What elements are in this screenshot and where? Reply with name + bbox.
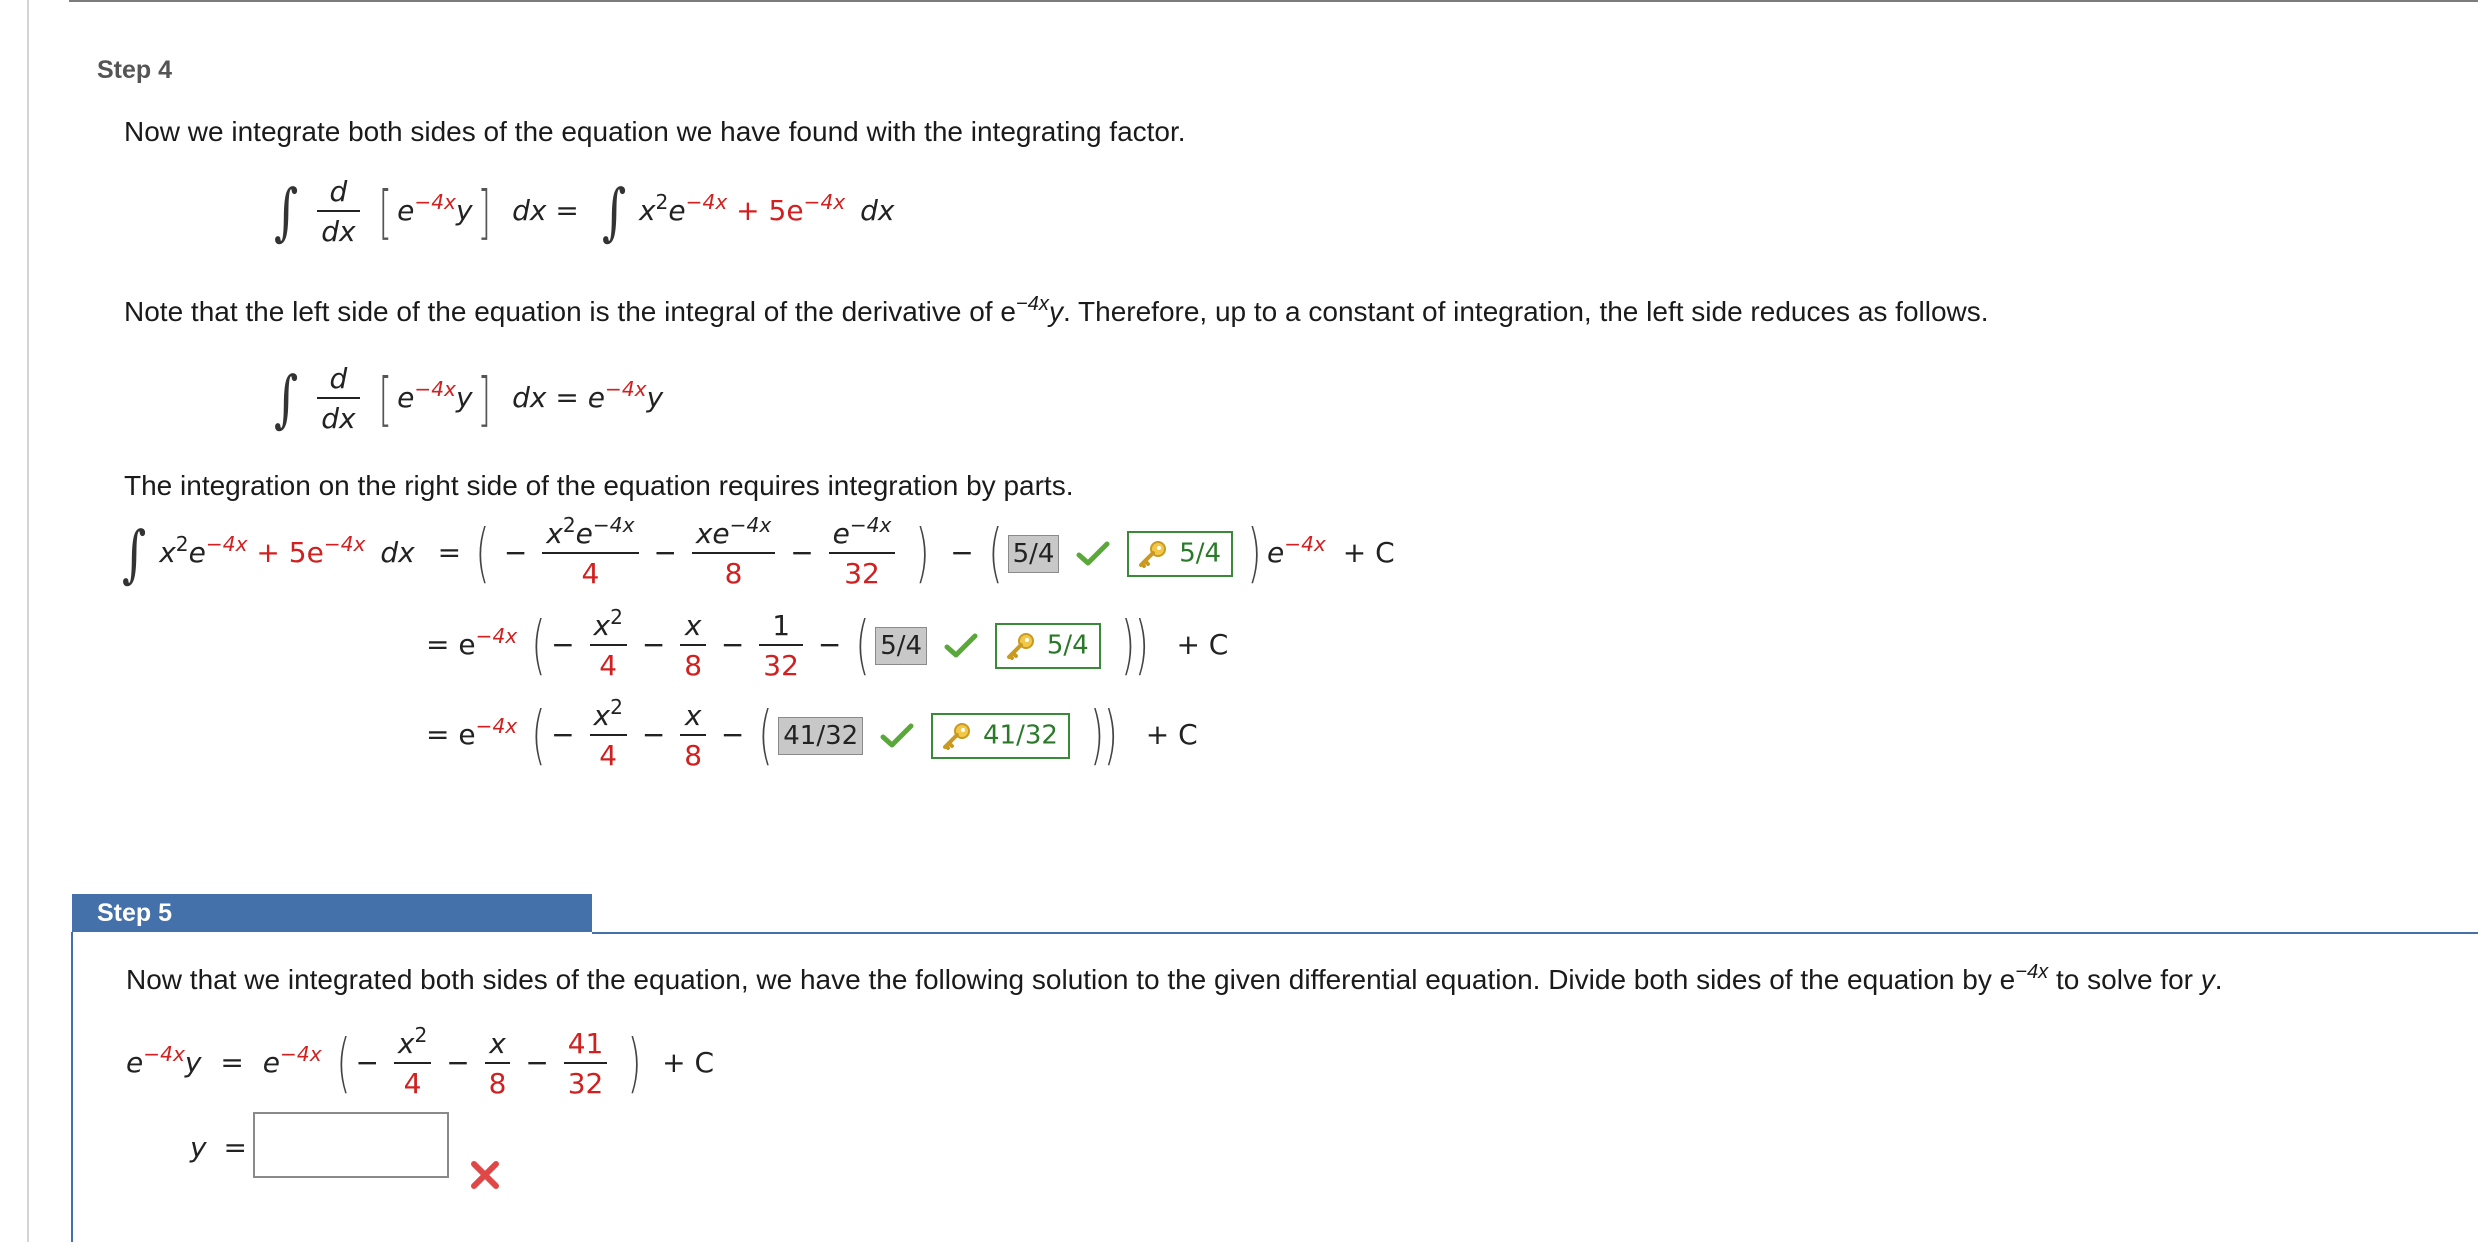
y-answer-input[interactable] [253,1112,449,1178]
checkmark-icon [1076,541,1110,567]
incorrect-x-icon [470,1160,500,1190]
equation-left-side-reduction: ∫ $\frac{d}{dx}$ [ $e^{-4x}y$] dx = $e^{-4x}y$ [274,362,664,435]
step4-intro-text: Now we integrate both sides of the equation we have found with the integrating factor. [124,116,1186,147]
correct-answer-key-line-3: 41/32 [931,713,1070,759]
frame-left-border [27,0,29,1242]
checkmark-icon [944,633,978,659]
step5-title: Step 5 [97,899,173,927]
step5-left-border [71,932,73,1242]
step5-header-line [592,932,2478,934]
parts-line-2: = $e^{-4x}$ ( − $\frac{x^2}{4}$ − $\frac{x}{8}$ − $\frac{1}{32}$ − ( 5/4 5/4 )) + C [426,604,1229,683]
frame-top-border [69,0,2478,2]
derivative-fraction: $\frac{d}{dx}$ [317,178,359,246]
key-icon [941,722,971,750]
step4-parts-text: The integration on the right side of the equation requires integration by parts. [124,470,1074,501]
parts-line-1: ∫ $x^2e^{-4x} + 5e^{-4x}$ dx = ( − $\frac{x^2e^{-4x}}{4}$ − $\frac{xe^{-4x}}{8}$ − $\frac{e^{-4x}}{32}$ ) − ( 5/4 5/4 ) $e^{-4x} + C$ [122,512,1395,591]
key-icon [1005,632,1035,660]
key-icon [1137,540,1167,568]
correct-answer-key-line-1: 5/4 [1127,531,1233,577]
equation-integrate-both-sides: ∫ $\frac{d}{dx}$ [ $e^{-4x}y$] dx = ∫ $x^2e^{-4x} + 5e^{-4x}$ dx [274,175,895,248]
answer-box-line-1[interactable]: 5/4 [1008,535,1060,573]
integral-sign: ∫ [601,175,627,248]
step5-intro-text: Now that we integrated both sides of the equation, we have the following solution to the given differential equation. Divide both sides of the equation by $e^{-4x}$ to solve for y. [126,960,2223,995]
integral-sign: ∫ [122,517,147,590]
checkmark-icon [880,723,914,749]
answer-box-line-2[interactable]: 5/4 [875,627,927,665]
step4-title: Step 4 [97,56,173,84]
answer-box-line-3[interactable]: 41/32 [778,717,863,755]
correct-answer-key-line-2: 5/4 [995,623,1101,669]
y-label: y = [190,1131,247,1164]
parts-line-3: = $e^{-4x}$ ( − $\frac{x^2}{4}$ − $\frac{x}{8}$ − ( 41/32 41/32 )) + C [426,694,1198,773]
step4-note-text: Note that the left side of the equation is the integral of the derivative of $e^{-4x}y$. Therefore, up to a constant of integration, the left side reduces as follows. [124,292,1989,327]
integral-sign: ∫ [274,175,299,248]
integral-sign: ∫ [274,362,299,435]
step5-solution-equation: $e^{-4x}y = e^{-4x}$ ( − $\frac{x^2}{4}$ − $\frac{x}{8}$ − $\frac{41}{32}$ ) + C [126,1022,715,1101]
